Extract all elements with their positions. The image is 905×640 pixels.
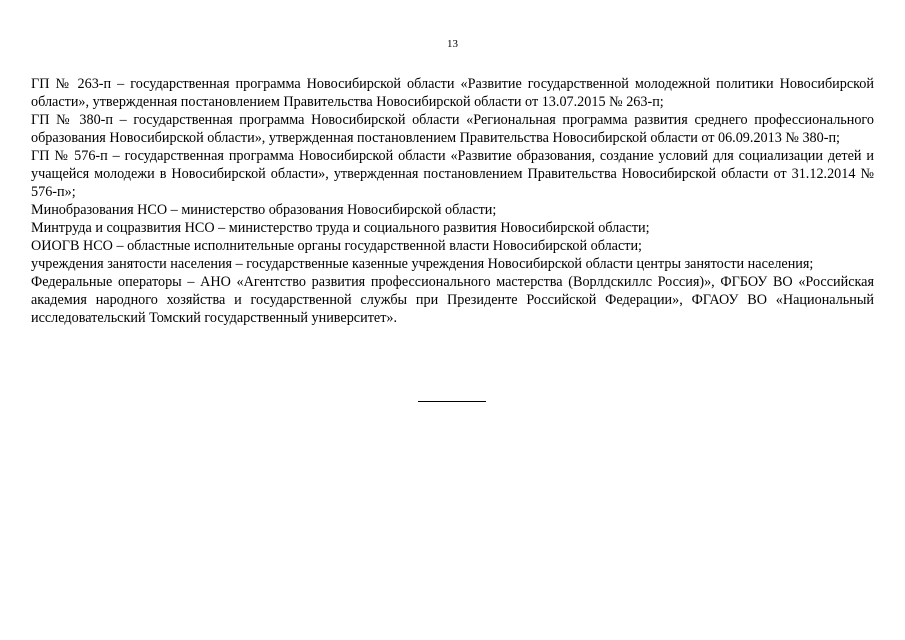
definition-gp-380: ГП № 380-п – государственная программа Новосибирской области «Региональная программа развития среднего профессионального образования Новосибирской области», утвержденная постановлением Правительства Новосибирской области от 06.09.2013 № 380-п; [31, 112, 874, 146]
definition-gp-263: ГП № 263-п – государственная программа Новосибирской области «Развитие государственной молодежной политики Новосибирской области», утвержденная постановлением Правительства Новосибирской области от 13.07.2015 № 263-п; [31, 76, 874, 110]
definition-mintruda: Минтруда и соцразвития НСО – министерство труда и социального развития Новосибирской области; [31, 220, 650, 236]
end-of-section-rule [418, 401, 486, 402]
page-number: 13 [447, 38, 458, 50]
definition-minobrazovaniya: Минобразования НСО – министерство образования Новосибирской области; [31, 202, 497, 218]
definition-gp-576: ГП № 576-п – государственная программа Новосибирской области «Развитие образования, создание условий для социализации детей и учащейся молодежи в Новосибирской области», утвержденная постановлением Правительства Новосибирской области от 31.12.2014 № 576-п»; [31, 148, 874, 200]
definition-federal-operators: Федеральные операторы – АНО «Агентство развития профессионального мастерства (Ворлдскиллс Россия)», ФГБОУ ВО «Российская академия народного хозяйства и государственной службы при Президенте Российской Федерации», ФГАОУ ВО «Национальный исследовательский Томский государственный университет». [31, 274, 874, 326]
definition-oiogv: ОИОГВ НСО – областные исполнительные органы государственной власти Новосибирской области; [31, 238, 642, 254]
definition-employment-centers: учреждения занятости населения – государственные казенные учреждения Новосибирской области центры занятости населения; [31, 256, 814, 272]
definitions-list [31, 75, 874, 327]
